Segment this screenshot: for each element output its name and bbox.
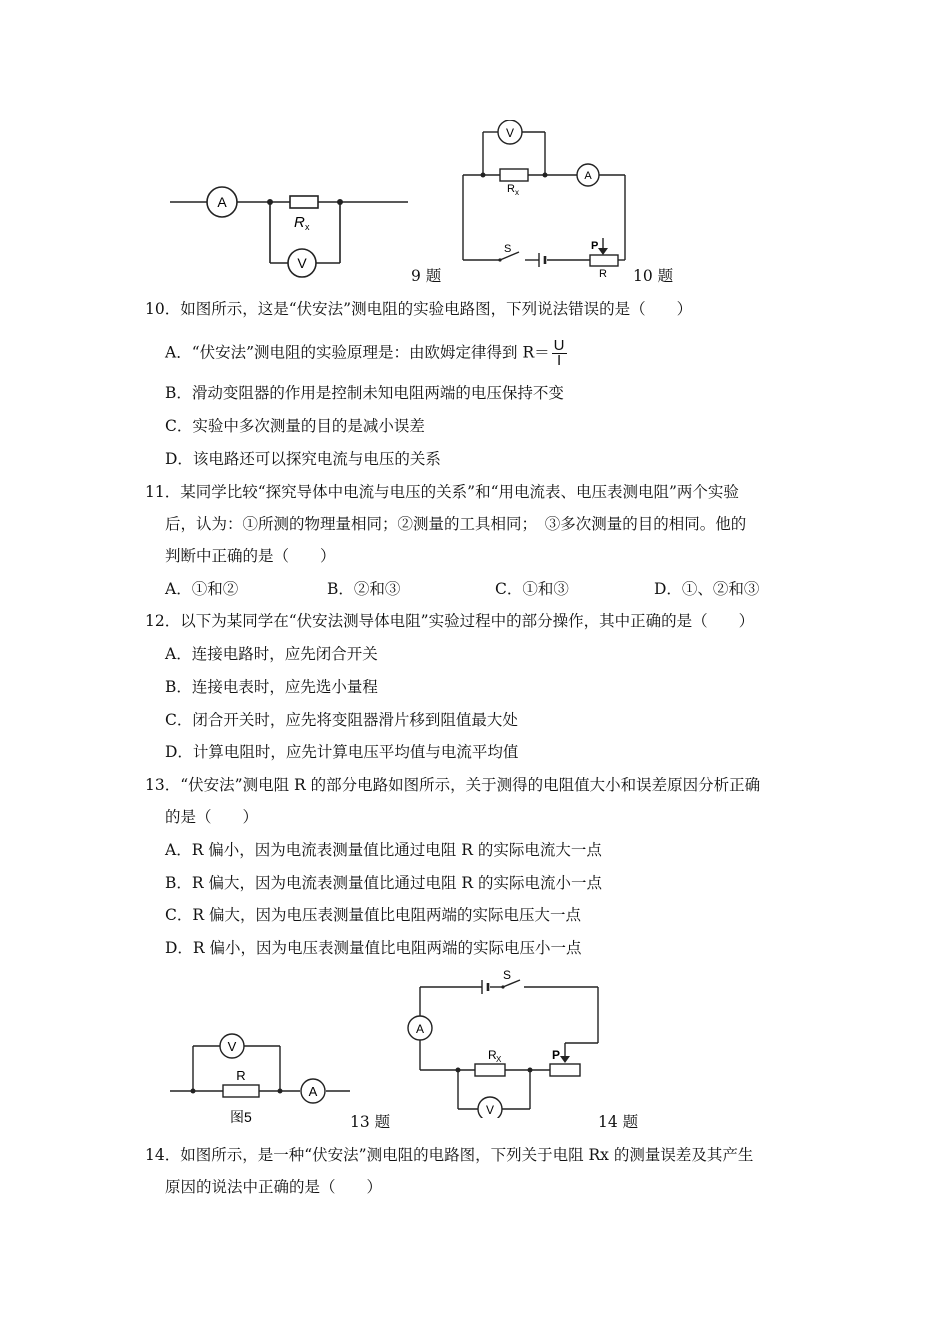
- voltmeter-label: V: [505, 126, 515, 140]
- q11-option-d[interactable]: D．①、②和③: [654, 580, 760, 598]
- q10-option-a-text: A．“伏安法”测电阻的实验原理是：由欧姆定律得到 R＝: [165, 343, 550, 362]
- figure-14-circuit: [400, 968, 610, 1118]
- figure-9-circuit: [160, 175, 420, 285]
- figure-10-circuit: [455, 120, 635, 280]
- figure-5-label: 图5: [230, 1109, 252, 1125]
- figure-14-caption: 14 题: [598, 1113, 639, 1131]
- fraction-denominator: I: [556, 352, 562, 369]
- ammeter-label: A: [217, 194, 227, 210]
- ammeter-label: A: [415, 1022, 425, 1036]
- q10-option-c[interactable]: C．实验中多次测量的目的是减小误差: [165, 417, 425, 435]
- q11-stem-line2: 后，认为：①所测的物理量相同；②测量的工具相同； ③多次测量的目的相同。他的: [165, 515, 747, 533]
- q14-stem-line1: 14．如图所示，是一种“伏安法”测电阻的电路图，下列关于电阻 Rx 的测量误差及其产生: [145, 1146, 754, 1164]
- figure-13-caption: 13 题: [350, 1113, 391, 1131]
- figure-13-circuit: [160, 1025, 360, 1135]
- q12-stem: 12．以下为某同学在“伏安法测导体电阻”实验过程中的部分操作，其中正确的是（ ）: [145, 612, 755, 630]
- switch-label: S: [504, 243, 512, 255]
- q11-stem-line1: 11．某同学比较“探究导体中电流与电压的关系”和“用电流表、电压表测电阻”两个实验: [145, 483, 739, 501]
- q13-option-c[interactable]: C．R 偏大，因为电压表测量值比电阻两端的实际电压大一点: [165, 906, 581, 924]
- resistor-subscript: x: [305, 222, 310, 232]
- q12-option-a[interactable]: A．连接电路时，应先闭合开关: [165, 645, 378, 663]
- q13-option-b[interactable]: B．R 偏大，因为电流表测量值比通过电阻 R 的实际电流小一点: [165, 874, 603, 892]
- resistor-label: R: [488, 1048, 497, 1062]
- switch-label: S: [503, 968, 512, 982]
- q10-option-b[interactable]: B．滑动变阻器的作用是控制未知电阻两端的电压保持不变: [165, 384, 564, 402]
- ohm-law-fraction: [552, 339, 567, 368]
- q11-option-b[interactable]: B．②和③: [327, 580, 401, 598]
- figure-10-caption: 10 题: [633, 267, 674, 285]
- slider-label: P: [552, 1048, 561, 1062]
- q11-option-a[interactable]: A．①和②: [165, 580, 239, 598]
- q11-stem-line3: 判断中正确的是（ ）: [165, 547, 336, 565]
- q12-option-d[interactable]: D．计算电阻时，应先计算电压平均值与电流平均值: [165, 743, 519, 761]
- voltmeter-label: V: [227, 1039, 237, 1054]
- resistor-subscript: X: [496, 1055, 502, 1064]
- q13-option-d[interactable]: D．R 偏小，因为电压表测量值比电阻两端的实际电压小一点: [165, 939, 582, 957]
- resistor-subscript: x: [515, 188, 519, 197]
- voltmeter-label: V: [485, 1103, 495, 1117]
- resistor-label: R: [294, 214, 305, 231]
- q13-stem-line1: 13．“伏安法”测电阻 R 的部分电路如图所示，关于测得的电阻值大小和误差原因分析正确: [145, 776, 761, 794]
- q13-option-a[interactable]: A．R 偏小，因为电流表测量值比通过电阻 R 的实际电流大一点: [165, 841, 602, 859]
- resistor-label: R: [507, 183, 515, 195]
- ammeter-label: A: [584, 170, 592, 182]
- rheostat-label: R: [599, 268, 607, 280]
- q10-stem: 10．如图所示，这是“伏安法”测电阻的实验电路图，下列说法错误的是（ ）: [145, 300, 693, 318]
- resistor-label: R: [236, 1068, 246, 1083]
- ammeter-label: A: [308, 1084, 318, 1099]
- q12-option-c[interactable]: C．闭合开关时，应先将变阻器滑片移到阻值最大处: [165, 711, 518, 729]
- q11-option-c[interactable]: C．①和③: [495, 580, 569, 598]
- figure-9-caption: 9 题: [411, 267, 442, 285]
- q12-option-b[interactable]: B．连接电表时，应先选小量程: [165, 678, 378, 696]
- slider-label: P: [591, 240, 599, 252]
- fraction-numerator: U: [553, 337, 565, 354]
- q13-stem-line2: 的是（ ）: [165, 808, 259, 826]
- q14-stem-line2: 原因的说法中正确的是（ ）: [165, 1178, 383, 1196]
- voltmeter-label: V: [297, 255, 307, 271]
- q10-option-d[interactable]: D．该电路还可以探究电流与电压的关系: [165, 450, 441, 468]
- q10-option-a[interactable]: [165, 339, 567, 368]
